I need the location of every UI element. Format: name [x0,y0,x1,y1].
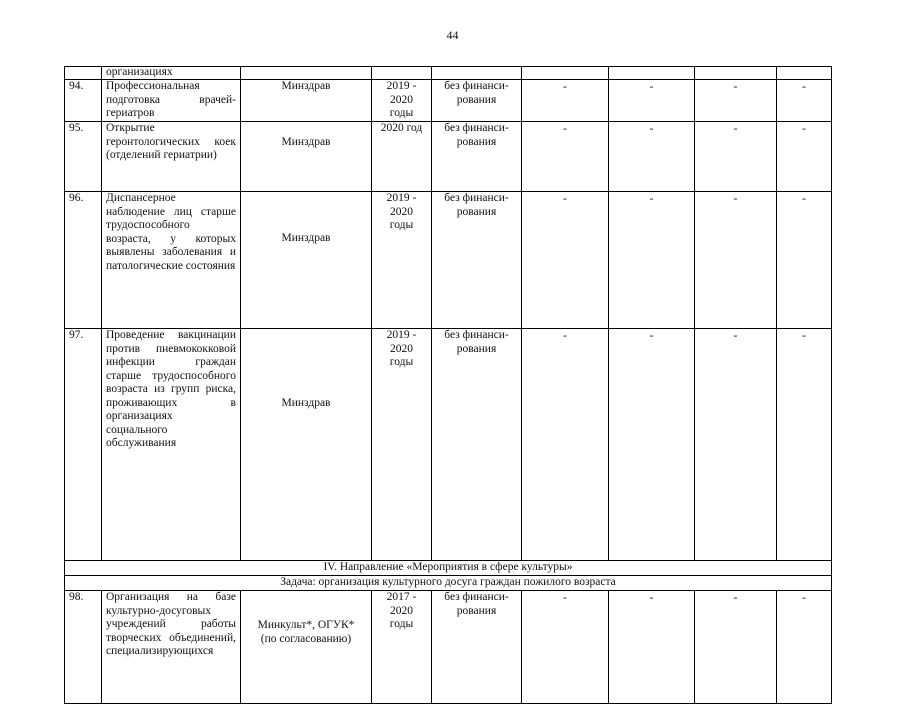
row-value: - [777,591,832,704]
row-value: - [695,192,777,329]
row-measure-name: Диспансерное наблюдение лиц старше трудоспособного возраста, у которых выявлены заболевания и патологические состояния [102,192,241,329]
row-value: - [609,192,695,329]
row-measure-name: Открытие геронтологических коек (отделений гериатрии) [102,122,241,192]
row-measure-name: Организация на базе культурно-досуговых учреждений работы творческих объединений, специализирующихся [102,591,241,704]
measures-table [64,66,832,704]
row-value: - [609,591,695,704]
row-value: - [695,591,777,704]
row-term: 2019 - 2020 годы [372,80,432,122]
row-value: - [522,192,609,329]
row-number: 95. [65,122,102,192]
row-term: 2019 - 2020 годы [372,192,432,329]
table-row [65,67,832,80]
row-value: - [609,80,695,122]
row-executor: Минкульт*, ОГУК* (по согласованию) [241,591,372,704]
row-financing: без финанси- рования [432,329,522,561]
table-row [65,122,832,192]
section-row [65,561,832,576]
table-row [65,192,832,329]
row-value: - [522,80,609,122]
row-value: - [522,122,609,192]
row-executor: Минздрав [241,192,372,329]
table-row [65,329,832,561]
row-executor: Минздрав [241,80,372,122]
row-value: - [609,329,695,561]
row-value: - [777,192,832,329]
table-row [65,591,832,704]
row-name-fragment: организациях [102,67,241,80]
row-number: 98. [65,591,102,704]
row-value: - [695,329,777,561]
row-value: - [609,122,695,192]
row-value: - [777,329,832,561]
row-term: 2017 - 2020 годы [372,591,432,704]
page-number: 44 [446,28,459,42]
row-value: - [695,80,777,122]
row-executor: Минздрав [241,122,372,192]
row-number: 97. [65,329,102,561]
row-value: - [522,329,609,561]
row-value: - [777,80,832,122]
row-financing: без финанси- рования [432,591,522,704]
row-value: - [522,591,609,704]
row-measure-name: Проведение вакцинации против пневмококковой инфекции граждан старше трудоспособного возраста из групп риска, проживающих в организациях социального обслуживания [102,329,241,561]
row-value: - [695,122,777,192]
row-measure-name: Профессиональная подготовка врачей-гериатров [102,80,241,122]
row-number: 94. [65,80,102,122]
task-row [65,576,832,591]
row-number: 96. [65,192,102,329]
row-financing: без финанси- рования [432,122,522,192]
row-term: 2020 год [372,122,432,192]
row-term: 2019 - 2020 годы [372,329,432,561]
row-financing: без финанси- рования [432,80,522,122]
row-executor: Минздрав [241,329,372,561]
row-value: - [777,122,832,192]
section-title: IV. Направление «Мероприятия в сфере культуры» [65,561,832,576]
row-financing: без финанси- рования [432,192,522,329]
task-title: Задача: организация культурного досуга граждан пожилого возраста [65,576,832,591]
table-row [65,80,832,122]
